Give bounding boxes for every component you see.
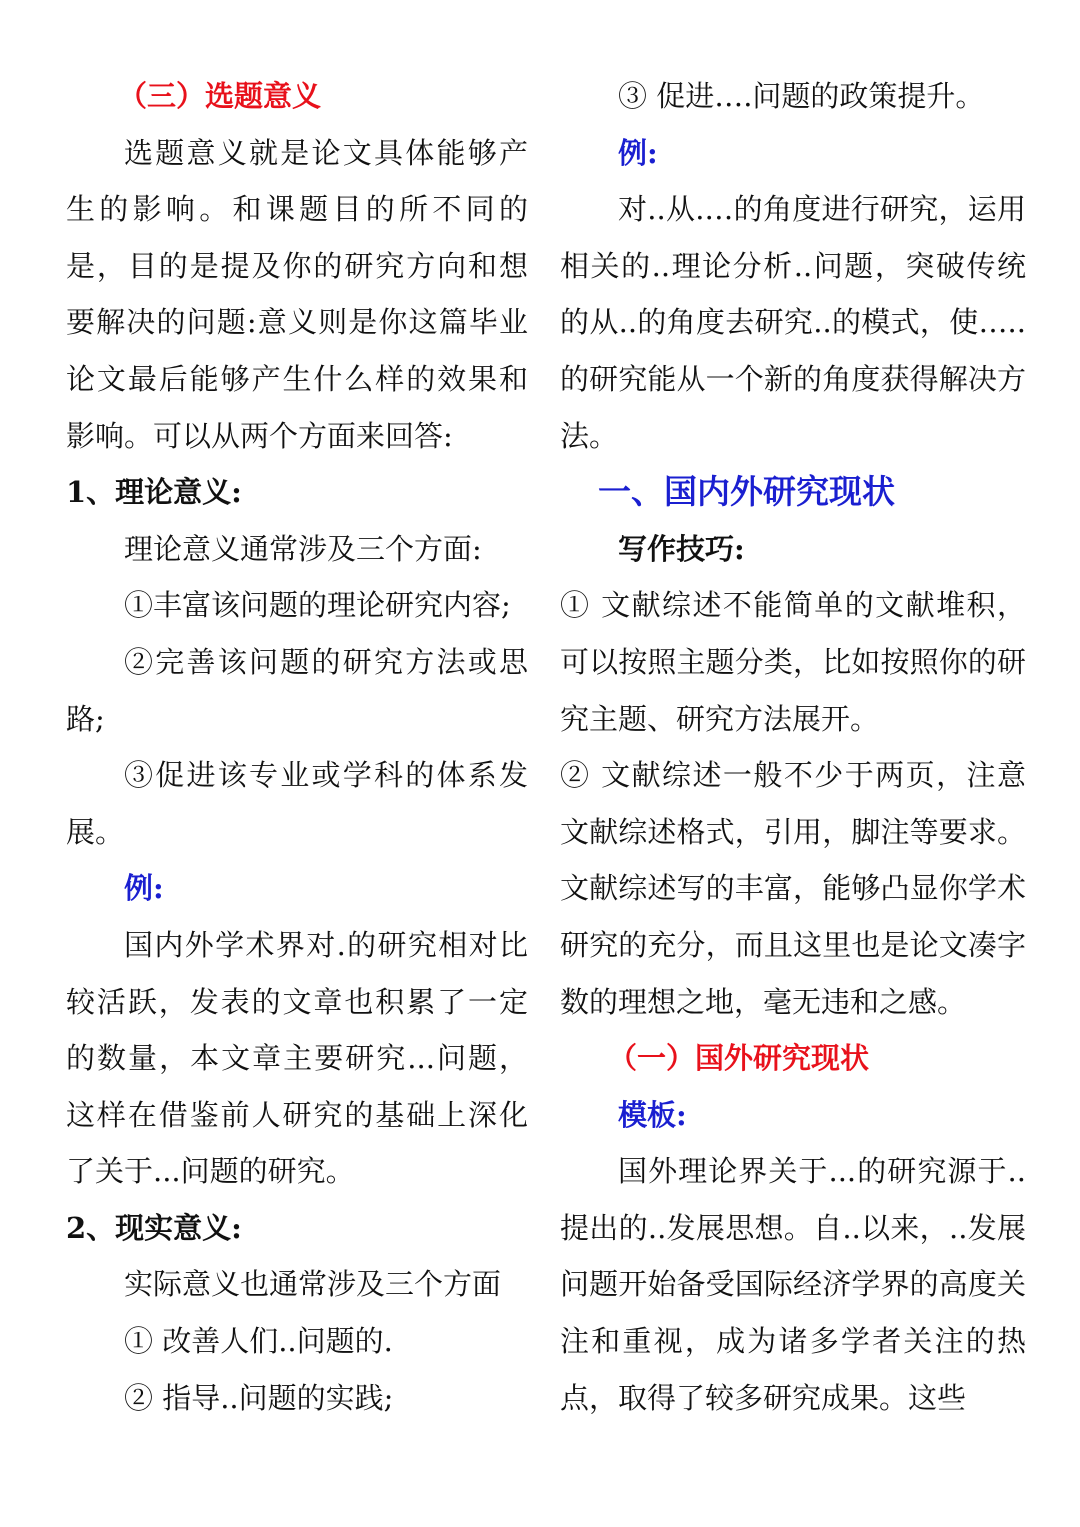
theory-item-3: ③促进该专业或学科的体系发展。: [66, 758, 528, 849]
practical-item-1: ① 改善人们..问题的.: [124, 1324, 393, 1359]
section-heading-significance: （三）选题意义: [118, 79, 322, 113]
significance-intro-paragraph: 选题意义就是论文具体能够产生的影响。和课题目的所不同的是，目的是提及你的研究方向和想要解决的问题:意义则是你这篇毕业论文最后能够产生什么样的效果和影响。可以从两个方面来回答:: [66, 135, 528, 453]
foreign-research-heading: （一）国外研究现状: [608, 1041, 870, 1076]
example-paragraph-right: 对..从.…的角度进行研究，运用相关的..理论分析..问题，突破传统的从..的角度去研究..的模式，使…..的研究能从一个新的角度获得解决方法。: [560, 192, 1026, 453]
theory-intro-text: 理论意义通常涉及三个方面:: [124, 531, 482, 566]
template-label: 模板:: [618, 1097, 687, 1132]
writing-tip-2: ② 文献综述一般不少于两页，注意文献综述格式，引用，脚注等要求。文献综述写的丰富，能够凸显你学术研究的充分，而且这里也是论文凑字数的理想之地，毫无违和之感。: [560, 758, 1026, 1019]
example-paragraph-left: 国内外学术界对.的研究相对比较活跃，发表的文章也积累了一定的数量，本文章主要研究...问题，这样在借鉴前人研究的基础上深化了关于...问题的研究。: [66, 927, 528, 1189]
theory-item-1: ①丰富该问题的理论研究内容;: [124, 588, 511, 623]
example-label-left: 例:: [124, 871, 164, 906]
left-column: [66, 68, 528, 1426]
practical-item-3: ③ 促进….问题的政策提升。: [618, 79, 985, 113]
example-label-right: 例:: [618, 135, 658, 170]
practical-significance-heading: 2、现实意义:: [66, 1210, 242, 1245]
practical-intro-text: 实际意义也通常涉及三个方面: [124, 1267, 502, 1302]
theory-item-2: ②完善该问题的研究方法或思路;: [66, 644, 528, 736]
template-paragraph: 国外理论界关于...的研究源于..提出的..发展思想。自..以来，..发展问题开始备受国际经济学界的高度关注和重视，成为诸多学者关注的热点，取得了较多研究成果。这些: [560, 1154, 1026, 1415]
writing-tip-1: ① 文献综述不能简单的文献堆积，可以按照主题分类，比如按照你的研究主题、研究方法展开。: [560, 588, 1026, 736]
research-status-heading: 一、国内外研究现状: [598, 472, 895, 512]
writing-tips-label: 写作技巧:: [618, 531, 745, 566]
right-column: [560, 68, 1026, 1426]
practical-item-2: ② 指导..问题的实践;: [124, 1380, 394, 1415]
theory-significance-heading: 1、理论意义:: [66, 475, 242, 510]
